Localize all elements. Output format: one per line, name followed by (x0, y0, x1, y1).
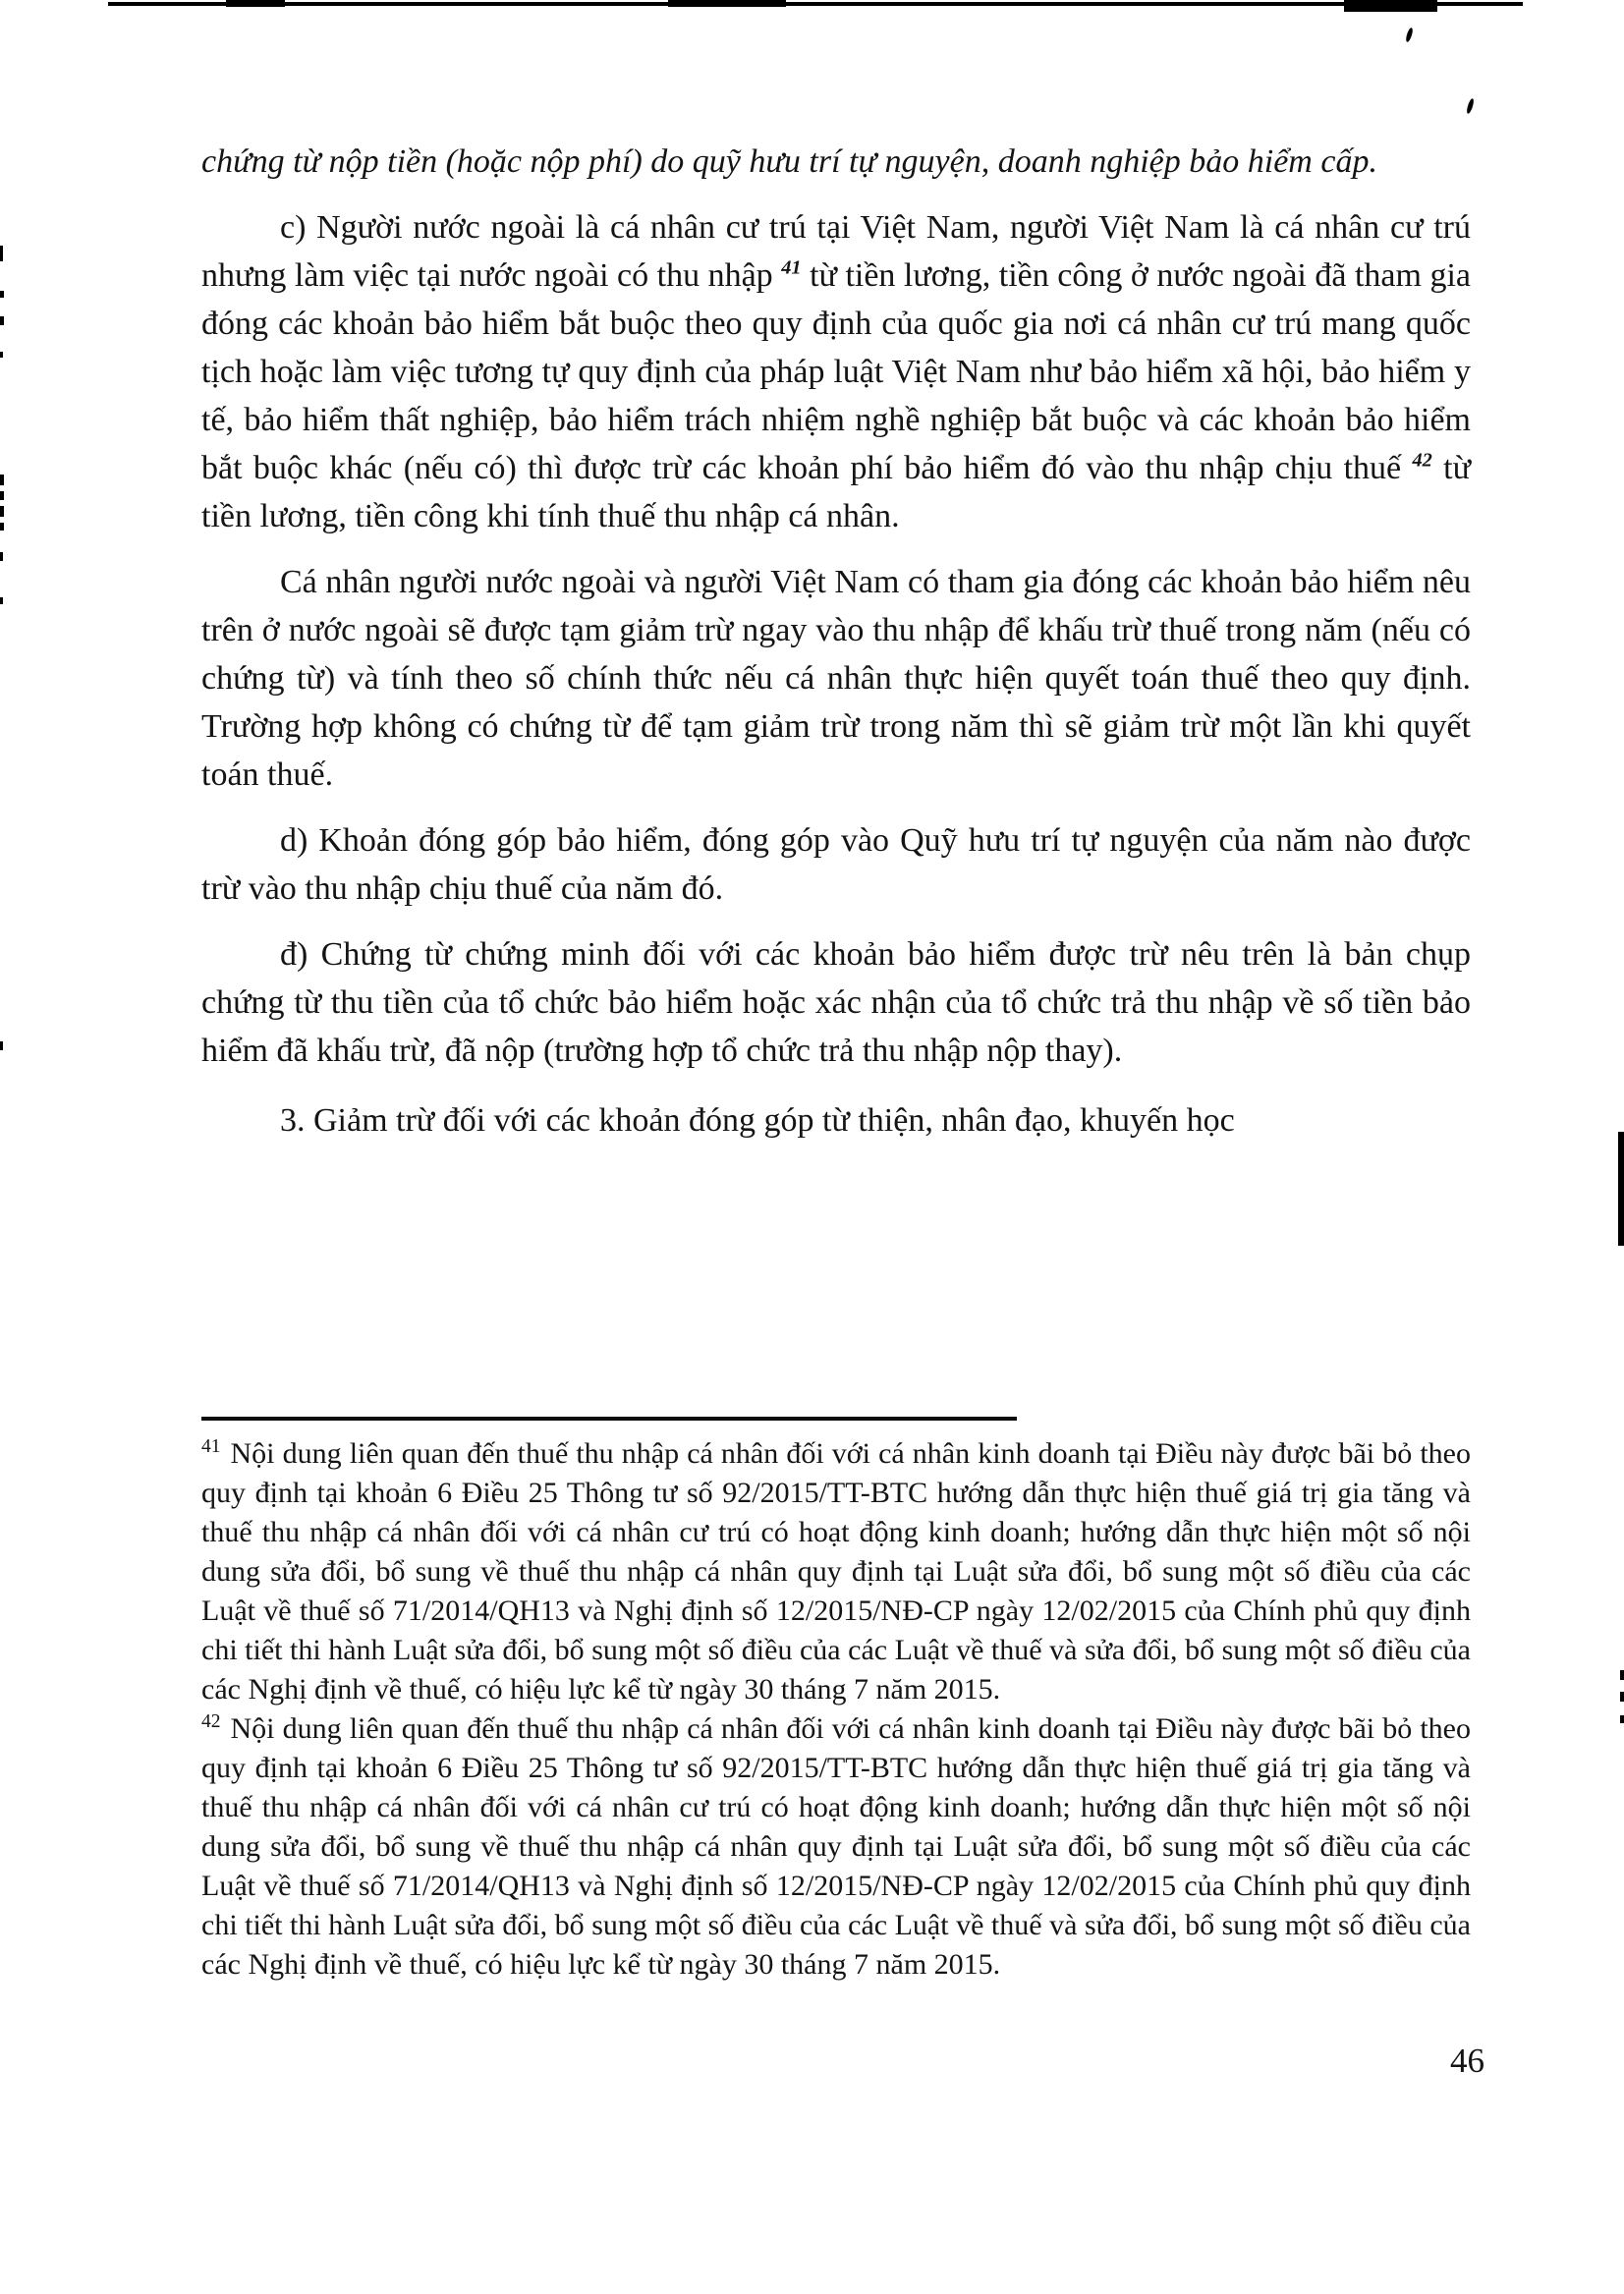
footnote-ref-41: 41 (781, 256, 802, 279)
scan-artifact-left-edge-4 (0, 352, 3, 358)
footnote-42 (201, 1709, 1471, 1985)
scan-artifact-left-edge-10 (0, 597, 3, 604)
scan-artifact-right-edge-dash-2 (1620, 1692, 1624, 1702)
scan-artifact-left-edge-8 (0, 523, 4, 531)
page-number: 46 (1450, 2042, 1484, 2080)
footnote-41-marker: 41 (201, 1436, 221, 1457)
paragraph-dd: đ) Chứng từ chứng minh đối với các khoản bảo hiểm được trừ nêu trên là bản chụp chứng từ thu tiền của tổ chức bảo hiểm hoặc xác nhận của tổ chức trả thu nhập về số tiền bảo hiểm đã khấu trừ, đã nộp (trường hợp tổ chức trả thu nhập nộp thay). (201, 936, 1471, 1069)
scan-artifact-speck-2 (1466, 98, 1475, 115)
scan-artifact-right-edge-dash-1 (1620, 1670, 1624, 1680)
scan-artifact-top-bar (108, 2, 1523, 6)
paragraph-c-text-3: từ tiền lương, tiền công khi tính thuế thu nhập cá nhân. (201, 450, 1471, 534)
footnote-42-text: Nội dung liên quan đến thuế thu nhập cá nhân đối với cá nhân kinh doanh tại Điều này được bãi bỏ theo quy định tại khoản 6 Điều 25 Thông tư số 92/2015/TT-BTC hướng dẫn thực hiện thuế giá trị gia tăng và thuế thu nhập cá nhân đối với cá nhân cư trú có hoạt động kinh doanh; hướng dẫn thực hiện một số nội dung sửa đổi, bổ sung về thuế thu nhập cá nhân quy định tại Luật sửa đổi, bổ sung một số điều của các Luật về thuế số 71/2014/QH13 và Nghị định số 12/2015/NĐ-CP ngày 12/02/2015 của Chính phủ quy định chi tiết thi hành Luật sửa đổi, bổ sung một số điều của các Luật về thuế và sửa đổi, bổ sung một số điều của các Nghị định về thuế, có hiệu lực kể từ ngày 30 tháng 7 năm 2015. (201, 1712, 1471, 1981)
footnotes-section (201, 1417, 1471, 1985)
scan-artifact-left-edge-2 (0, 291, 4, 298)
scan-artifact-left-edge-9 (0, 552, 3, 561)
scan-artifact-left-edge-1 (0, 246, 3, 261)
paragraph-c (201, 203, 1471, 540)
footnote-separator (201, 1417, 1017, 1421)
paragraph-foreign-individual: Cá nhân người nước ngoài và người Việt Nam có tham gia đóng các khoản bảo hiểm nêu trên ở nước ngoài sẽ được tạm giảm trừ ngay vào thu nhập để khấu trừ thuế trong năm (nếu có chứng từ) và tính theo số chính thức nếu cá nhân thực hiện quyết toán thuế theo quy định. Trường hợp không có chứng từ để tạm giảm trừ trong năm thì sẽ giảm trừ một lần khi quyết toán thuế. (201, 564, 1471, 793)
scan-artifact-top-blot-mid (668, 0, 786, 7)
footnote-41 (201, 1434, 1471, 1709)
footnote-41-text: Nội dung liên quan đến thuế thu nhập cá nhân đối với cá nhân kinh doanh tại Điều này được bãi bỏ theo quy định tại khoản 6 Điều 25 Thông tư số 92/2015/TT-BTC hướng dẫn thực hiện thuế giá trị gia tăng và thuế thu nhập cá nhân đối với cá nhân cư trú có hoạt động kinh doanh; hướng dẫn thực hiện một số nội dung sửa đổi, bổ sung về thuế thu nhập cá nhân quy định tại Luật sửa đổi, bổ sung một số điều của các Luật về thuế số 71/2014/QH13 và Nghị định số 12/2015/NĐ-CP ngày 12/02/2015 của Chính phủ quy định chi tiết thi hành Luật sửa đổi, bổ sung một số điều của các Luật về thuế và sửa đổi, bổ sung một số điều của các Nghị định về thuế, có hiệu lực kể từ ngày 30 tháng 7 năm 2015. (201, 1437, 1471, 1706)
scan-artifact-left-edge-3 (0, 316, 4, 325)
footnote-42-marker: 42 (201, 1711, 221, 1732)
paragraph-c-text-1: c) Người nước ngoài là cá nhân cư trú tại Việt Nam, người Việt Nam là cá nhân cư trú nhưng làm việc tại nước ngoài có thu nhập (201, 209, 1471, 294)
scan-artifact-left-edge-11 (0, 1041, 3, 1050)
scan-artifact-left-edge-6 (0, 491, 4, 500)
scan-artifact-speck-1 (1405, 28, 1413, 43)
paragraph-d: d) Khoản đóng góp bảo hiểm, đóng góp vào Quỹ hưu trí tự nguyện của năm nào được trừ vào thu nhập chịu thuế của năm đó. (201, 822, 1471, 907)
scan-artifact-right-edge-dash-3 (1620, 1715, 1624, 1723)
scan-artifact-left-edge-7 (0, 506, 4, 517)
scan-artifact-right-edge-bar (1618, 1132, 1624, 1246)
scan-artifact-top-blot-left (226, 0, 285, 7)
paragraph-intro-continuation: chứng từ nộp tiền (hoặc nộp phí) do quỹ hưu trí tự nguyện, doanh nghiệp bảo hiểm cấp. (201, 143, 1377, 180)
page-body (201, 138, 1471, 1162)
paragraph-c-text-2: từ tiền lương, tiền công ở nước ngoài đã tham gia đóng các khoản bảo hiểm bắt buộc theo quy định của quốc gia nơi cá nhân cư trú mang quốc tịch hoặc làm việc tương tự quy định của pháp luật Việt Nam như bảo hiểm xã hội, bảo hiểm y tế, bảo hiểm thất nghiệp, bảo hiểm trách nhiệm nghề nghiệp bắt buộc và các khoản bảo hiểm bắt buộc khác (nếu có) thì được trừ các khoản phí bảo hiểm đó vào thu nhập chịu thuế (201, 257, 1471, 486)
scan-artifact-top-blot-right (1344, 0, 1437, 12)
scan-artifact-left-edge-5 (0, 475, 4, 485)
footnote-ref-42: 42 (1412, 449, 1432, 472)
section-heading-3: 3. Giảm trừ đối với các khoản đóng góp từ thiện, nhân đạo, khuyến học (280, 1102, 1235, 1139)
